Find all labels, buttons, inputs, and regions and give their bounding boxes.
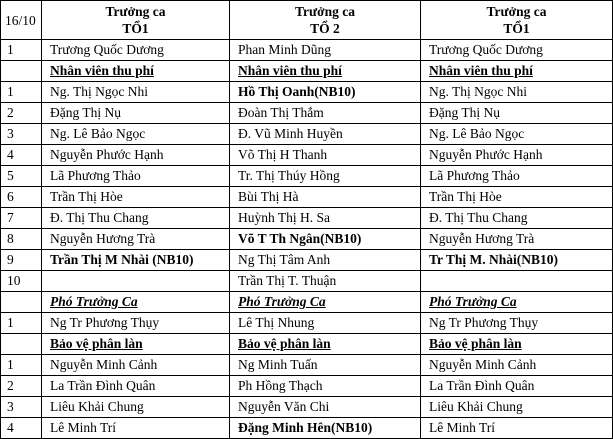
schedule-cell: Đoàn Thị Thắm <box>230 103 421 124</box>
schedule-cell: Lê Thị Nhung <box>230 313 421 334</box>
row-number <box>1 61 42 82</box>
schedule-cell <box>42 271 230 292</box>
date-cell: 16/10 <box>1 1 42 40</box>
schedule-cell: Phó Trưởng Ca <box>421 292 613 313</box>
schedule-cell: Ng. Lê Bảo Ngọc <box>42 124 230 145</box>
header-cell-team-3 <box>421 1 613 40</box>
row-number: 1 <box>1 82 42 103</box>
schedule-cell: Trần Thị Hòe <box>42 187 230 208</box>
schedule-cell: Đặng Minh Hên(NB10) <box>230 418 421 439</box>
schedule-cell: Đặng Thị Nụ <box>42 103 230 124</box>
schedule-cell: Hồ Thị Oanh(NB10) <box>230 82 421 103</box>
schedule-cell: Đ. Vũ Minh Huyền <box>230 124 421 145</box>
table-row <box>1 187 613 208</box>
row-number: 9 <box>1 250 42 271</box>
schedule-cell: Huỳnh Thị H. Sa <box>230 208 421 229</box>
schedule-cell: Ng Minh Tuấn <box>230 355 421 376</box>
schedule-cell: Phó Trưởng Ca <box>230 292 421 313</box>
schedule-cell: Liêu Khải Chung <box>42 397 230 418</box>
schedule-cell: Võ Thị H Thanh <box>230 145 421 166</box>
schedule-cell: Lê Minh Trí <box>42 418 230 439</box>
table-row <box>1 334 613 355</box>
schedule-cell: Lã Phương Thảo <box>421 166 613 187</box>
row-number: 4 <box>1 145 42 166</box>
schedule-cell: Bảo vệ phân làn <box>42 334 230 355</box>
schedule-cell: La Trần Đình Quân <box>42 376 230 397</box>
table-row <box>1 397 613 418</box>
row-number: 2 <box>1 376 42 397</box>
schedule-cell: Nhân viên thu phí <box>230 61 421 82</box>
schedule-cell: Ng. Lê Bảo Ngọc <box>421 124 613 145</box>
schedule-cell: Phó Trưởng Ca <box>42 292 230 313</box>
row-number: 1 <box>1 40 42 61</box>
schedule-cell: Trần Thị M Nhài (NB10) <box>42 250 230 271</box>
table-row <box>1 145 613 166</box>
header-row <box>1 1 613 40</box>
table-row <box>1 40 613 61</box>
table-row <box>1 61 613 82</box>
header-cell-team-1 <box>42 1 230 40</box>
header-cell-team-2 <box>230 1 421 40</box>
schedule-cell: Tr. Thị Thúy Hồng <box>230 166 421 187</box>
schedule-cell: Bảo vệ phân làn <box>230 334 421 355</box>
table-row <box>1 376 613 397</box>
schedule-cell: Nhân viên thu phí <box>42 61 230 82</box>
header-team: TỔ1 <box>122 21 149 36</box>
schedule-cell: Ph Hồng Thạch <box>230 376 421 397</box>
schedule-cell: Trần Thị T. Thuận <box>230 271 421 292</box>
schedule-cell: Võ T Th Ngân(NB10) <box>230 229 421 250</box>
header-title: Trưởng ca <box>105 4 166 19</box>
schedule-cell: Phan Minh Dũng <box>230 40 421 61</box>
table-row <box>1 313 613 334</box>
row-number: 3 <box>1 124 42 145</box>
schedule-cell: Ng. Thị Ngọc Nhi <box>421 82 613 103</box>
schedule-cell: Nhân viên thu phí <box>421 61 613 82</box>
schedule-cell <box>421 271 613 292</box>
table-row <box>1 418 613 439</box>
row-number: 3 <box>1 397 42 418</box>
header-title: Trưởng ca <box>486 4 547 19</box>
row-number: 5 <box>1 166 42 187</box>
schedule-cell: Bảo vệ phân làn <box>421 334 613 355</box>
schedule-cell: La Trần Đình Quân <box>421 376 613 397</box>
row-number: 4 <box>1 418 42 439</box>
table-row <box>1 208 613 229</box>
schedule-cell: Trương Quốc Dương <box>42 40 230 61</box>
row-number: 1 <box>1 355 42 376</box>
schedule-cell: Trương Quốc Dương <box>421 40 613 61</box>
row-number: 7 <box>1 208 42 229</box>
table-row <box>1 124 613 145</box>
table-row <box>1 250 613 271</box>
schedule-cell: Tr Thị M. Nhài(NB10) <box>421 250 613 271</box>
table-row <box>1 271 613 292</box>
schedule-cell: Nguyễn Văn Chi <box>230 397 421 418</box>
table-row <box>1 292 613 313</box>
row-number: 1 <box>1 313 42 334</box>
row-number: 8 <box>1 229 42 250</box>
row-number: 10 <box>1 271 42 292</box>
schedule-cell: Đ. Thị Thu Chang <box>42 208 230 229</box>
schedule-cell: Ng. Thị Ngọc Nhi <box>42 82 230 103</box>
schedule-cell: Nguyễn Phước Hạnh <box>42 145 230 166</box>
table-row <box>1 166 613 187</box>
schedule-cell: Nguyễn Minh Cảnh <box>42 355 230 376</box>
schedule-cell: Trần Thị Hòe <box>421 187 613 208</box>
row-number <box>1 292 42 313</box>
schedule-cell: Nguyễn Minh Cảnh <box>421 355 613 376</box>
table-row <box>1 103 613 124</box>
schedule-cell: Ng Tr Phương Thụy <box>421 313 613 334</box>
row-number: 2 <box>1 103 42 124</box>
schedule-cell: Ng Thị Tâm Anh <box>230 250 421 271</box>
schedule-cell: Đặng Thị Nụ <box>421 103 613 124</box>
table-row <box>1 82 613 103</box>
row-number: 6 <box>1 187 42 208</box>
schedule-cell: Nguyễn Hương Trà <box>421 229 613 250</box>
header-team: TỔ1 <box>503 21 530 36</box>
schedule-cell: Liêu Khải Chung <box>421 397 613 418</box>
row-number <box>1 334 42 355</box>
header-title: Trưởng ca <box>295 4 355 19</box>
schedule-cell: Bùi Thị Hà <box>230 187 421 208</box>
schedule-cell: Lã Phương Thảo <box>42 166 230 187</box>
schedule-cell: Nguyễn Hương Trà <box>42 229 230 250</box>
schedule-cell: Đ. Thị Thu Chang <box>421 208 613 229</box>
table-row <box>1 355 613 376</box>
schedule-cell: Nguyễn Phước Hạnh <box>421 145 613 166</box>
schedule-cell: Lê Minh Trí <box>421 418 613 439</box>
schedule-cell: Ng Tr Phương Thụy <box>42 313 230 334</box>
header-team: TỔ 2 <box>310 21 340 36</box>
table-row <box>1 229 613 250</box>
